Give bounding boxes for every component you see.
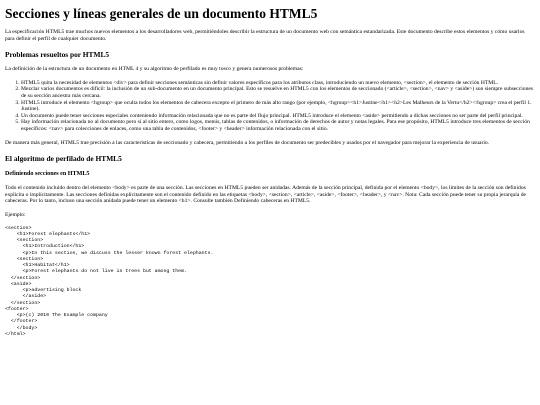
list-item: 4. Un documento puede tener secciones especiales conteniendo información relacionada que no es parte del flujo principal. HTML5 introduce el elemento <aside> permitiendo a dichas secciones no ser parte del perfil principal. xyxy=(21,113,534,120)
page-title: Secciones y líneas generales de un documento HTML5 xyxy=(5,6,318,21)
algorithm-heading: El algoritmo de perfilado de HTML5 xyxy=(5,154,122,164)
problems-list xyxy=(5,80,534,133)
example-label: Ejemplo: xyxy=(5,211,26,218)
code-example: <section> <h1>Forest elephants</h1> <section> <h1>Introduction</h1> <p>In this section, we discuss the lesser known forest elephants. <section> <h1>Habitat</h1> <p>Forest elephants do not live in trees but among them. </section> <aside> <p>advertising block </aside> </section> <footer> <p>(c) 2010 The Example company </footer> </body> </html> xyxy=(5,225,214,337)
problems-lead: La definición de la estructura de un documento en HTML 4 y su algoritmo de perfilado es muy tosco y genera numerosos problemas: xyxy=(5,66,304,73)
sections-body: Todo el contenido incluido dentro del elemento <body> es parte de una sección. Las secciones en HTML5 pueden ser anidadas. Además de la sección principal, definida por el elemento <body>, los límites de la sección son definidos explícita o implícitamente. Las secciones definidas explícitamente son el contenido definido en las etiquetas <body>, <section>, <article>, <aside>, <footer>, <header>, y <nav>. Nota: Cada sección puede tener su propia jerarquía de cabeceras. Por lo tanto, incluso una sección anidada puede tener un elemento <h1>. Consulte también Definiendo cabeceras en HTML5. xyxy=(5,185,527,205)
list-item: 1. HTML5 quita la necesidad de elementos <div> para definir secciones semánticas sin definir valores específicos para los atributos class, introduciendo un nuevo elemento, <section>, el elemento de sección HTML. xyxy=(21,80,534,87)
list-item: 5. Hay información relacionada no al documento pero sí al sitio entero, como logos, menús, tablas de contenidos, o información de derechos de autor y notas legales. Para ese propósito, HTML5 introduce tres elementos de sección específicos: <nav> para colecciones de enlaces, como una tabla de contenidos, <footer> y <header> información relacionada con el sitio. xyxy=(21,119,534,132)
list-item: 2. Mezclar varios documentos es difícil: la inclusión de un sub-documento en un documento principal. Esto se resuelve en HTML5 con los elementos de seccionado (<article>, <section>, <nav> y <aside>) son siempre subsecciones de su sección ancestra más cercana. xyxy=(21,86,534,99)
list-item: 3. HTML5 introduce el elemento <hgroup> que oculta todos los elementos de cabecera excepto el primero de más alto rango (por ejemplo, <hgroup><h1>Justine</h1><h2>Les Malheurs de la Vertu</h2></hgroup> crea el perfil 1. Justine). xyxy=(21,100,534,113)
problems-heading: Problemas resueltos por HTML5 xyxy=(5,50,110,60)
problems-closing: De manera más general, HTML5 trae precisión a las características de seccionado y cabecera, permitiendo a los perfiles de documento ser predecibles y usados por el navegador para mejorar la experiencia de usuario. xyxy=(5,139,490,146)
sections-subheading: Definiendo secciones en HTML5 xyxy=(5,171,90,178)
intro-paragraph: La especificación HTML5 trae muchos nuevos elementos a los desarrolladores web, permitiéndoles describir la estructura de un documento web con semántica estandarizada. Este documento describe estos elementos y cómo usarlos para definir el perfil de cualquier documento. xyxy=(5,29,525,42)
